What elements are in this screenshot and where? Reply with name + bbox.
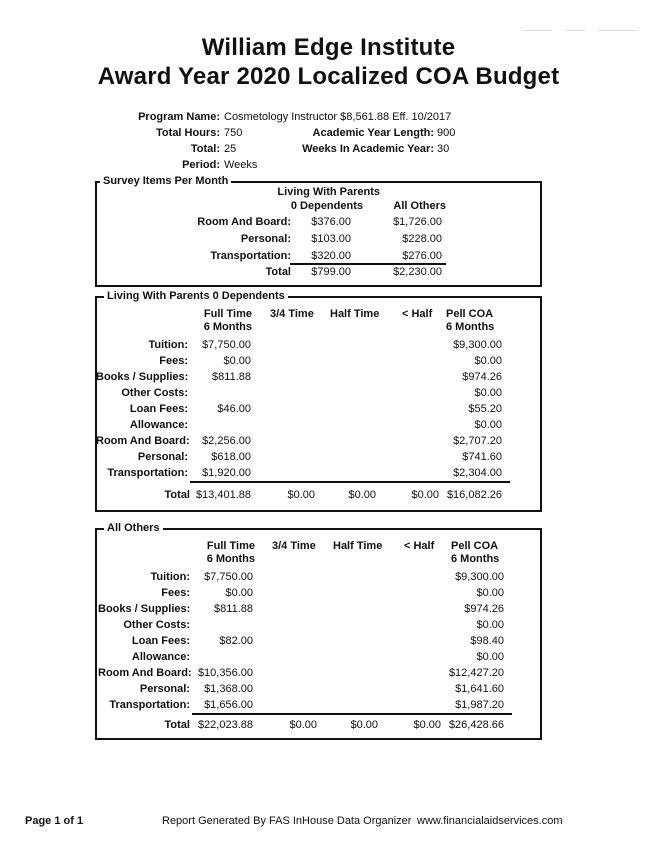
row-label: Tuition: [150,571,190,583]
academic-year-length-label: Academic Year Length: [312,127,434,139]
others-total-value: $22,023.88 [197,719,253,731]
parents-total-value: $16,082.26 [446,489,502,501]
row-label: Personal: [137,451,188,463]
survey-value: $276.00 [402,250,442,262]
weeks-value: 30 [437,143,450,155]
row-label: Loan Fees: [131,635,190,647]
row-value: $811.88 [214,603,253,615]
row-value: $1,987.20 [455,699,504,711]
row-value: $12,427.20 [448,667,504,679]
survey-value: $103.00 [311,233,351,245]
row-label: Room And Board: [96,435,190,447]
others-total-value: $0.00 [413,719,441,731]
survey-section-title: Survey Items Per Month [100,175,231,187]
parents-total-rule [190,481,510,483]
program-name-value: Cosmetology Instructor $8,561.88 Eff. 10/2017 [224,111,452,123]
parents-total-value: $0.00 [287,489,315,501]
page-number: Page 1 of 1 [25,815,84,827]
parents-total-value: $0.00 [348,489,376,501]
survey-row-label: Room And Board: [197,216,291,228]
row-label: Fees: [161,587,190,599]
survey-total-value: $2,230.00 [393,266,442,278]
parents-total-value: $13,401.88 [195,489,251,501]
survey-total-label: Total [265,266,291,278]
row-value: $0.00 [474,355,502,367]
report-generated-by: Report Generated By FAS InHouse Data Organizer [162,815,412,827]
col-three-quarter: 3/4 Time [270,308,314,320]
survey-col1-header: Living With Parents [277,186,380,198]
survey-row-label: Personal: [240,233,291,245]
total-hours-label: Total Hours: [156,127,220,139]
row-label: Loan Fees: [129,403,188,415]
row-value: $1,920.00 [202,467,251,479]
total-hours-value: 750 [224,127,243,139]
row-value: $1,368.00 [204,683,253,695]
row-value: $0.00 [474,387,502,399]
row-value: $98.40 [470,635,504,647]
others-total-value: $0.00 [289,719,317,731]
report-subtitle: Award Year 2020 Localized COA Budget [97,63,560,90]
survey-col2-header: All Others [393,200,446,212]
row-value: $0.00 [476,619,504,631]
row-label: Personal: [139,683,190,695]
row-value: $741.60 [462,451,502,463]
col-three-quarter: 3/4 Time [272,540,316,552]
row-value: $974.26 [464,603,504,615]
survey-value: $320.00 [311,250,351,262]
parents-total-value: $0.00 [411,489,439,501]
row-value: $7,750.00 [204,571,253,583]
row-value: $1,641.60 [455,683,504,695]
row-value: $82.00 [219,635,253,647]
row-value: $0.00 [476,651,504,663]
scan-mark [565,30,585,31]
total-label: Total: [190,143,220,155]
survey-total-rule [290,263,446,265]
row-label: Fees: [159,355,188,367]
row-label: Allowance: [129,419,188,431]
others-total-label: Total [164,719,190,731]
row-value: $2,304.00 [453,467,502,479]
survey-value: $1,726.00 [393,216,442,228]
col-full-time: Full Time 6 Months [206,540,255,565]
weeks-label: Weeks In Academic Year: [302,143,434,155]
col-less-half: < Half [404,540,435,552]
col-half: Half Time [333,540,383,552]
parents-section-title: Living With Parents 0 Dependents [104,290,288,302]
row-value: $2,707.20 [453,435,502,447]
row-value: $46.00 [217,403,251,415]
scan-mark [598,30,638,31]
survey-col1-subheader: 0 Dependents [290,200,363,212]
row-value: $974.26 [462,371,502,383]
total-value: 25 [224,143,237,155]
program-name-label: Program Name: [138,111,220,123]
row-value: $0.00 [476,587,504,599]
period-value: Weeks [224,159,258,171]
row-label: Books / Supplies: [96,371,189,383]
col-full-time: Full Time 6 Months [203,308,252,333]
row-label: Other Costs: [123,619,190,631]
row-label: Tuition: [148,339,188,351]
website-url[interactable]: www.financialaidservices.com [417,815,563,827]
row-label: Books / Supplies: [98,603,191,615]
row-label: Allowance: [131,651,190,663]
scan-mark [522,30,552,31]
others-total-rule [192,713,512,715]
row-value: $10,356.00 [197,667,253,679]
report-title: William Edge Institute [201,34,456,61]
academic-year-length-value: 900 [437,127,456,139]
row-label: Room And Board: [98,667,192,679]
row-value: $0.00 [474,419,502,431]
survey-value: $228.00 [402,233,442,245]
row-value: $1,656.00 [204,699,253,711]
survey-value: $376.00 [311,216,351,228]
row-value: $55.20 [468,403,502,415]
row-value: $7,750.00 [202,339,251,351]
row-value: $618.00 [211,451,251,463]
row-value: $0.00 [225,587,253,599]
col-half: Half Time [330,308,380,320]
col-less-half: < Half [402,308,433,320]
row-value: $811.88 [212,371,251,383]
others-total-value: $0.00 [350,719,378,731]
parents-total-label: Total [164,489,190,501]
col-pell: Pell COA 6 Months [451,540,500,565]
row-value: $0.00 [223,355,251,367]
row-value: $9,300.00 [453,339,502,351]
others-total-value: $26,428.66 [448,719,504,731]
survey-total-value: $799.00 [311,266,351,278]
survey-row-label: Transportation: [210,250,291,262]
row-label: Transportation: [107,467,188,479]
period-label: Period: [182,159,220,171]
row-value: $2,256.00 [202,435,251,447]
col-pell: Pell COA 6 Months [446,308,495,333]
row-label: Transportation: [109,699,190,711]
others-section-title: All Others [104,522,163,534]
row-label: Other Costs: [121,387,188,399]
row-value: $9,300.00 [455,571,504,583]
